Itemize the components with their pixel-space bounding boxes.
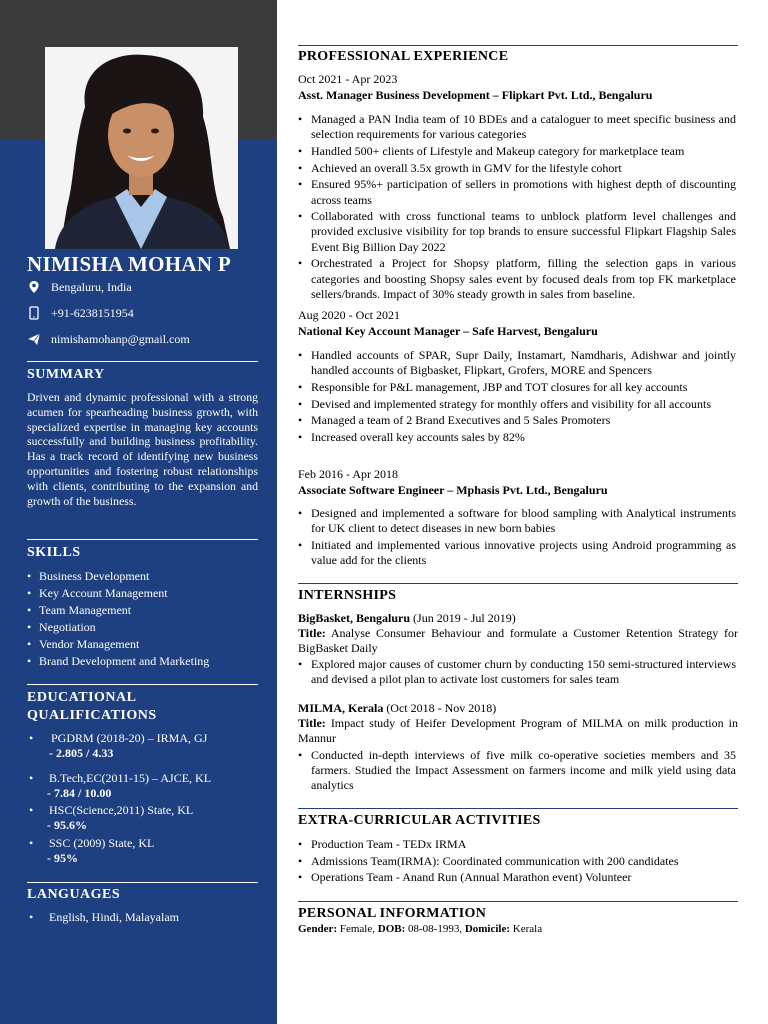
divider bbox=[298, 808, 738, 809]
extracurricular-list bbox=[298, 837, 736, 887]
location-pin-icon bbox=[27, 280, 41, 294]
experience-heading: PROFESSIONAL EXPERIENCE bbox=[298, 49, 509, 64]
skill-item: • Team Management bbox=[27, 602, 258, 619]
email-text[interactable]: nimishamohanp@gmail.com bbox=[51, 332, 190, 346]
internship-bullet: • Explored major causes of customer churn by conducting 150 semi-structured interviews and devised a pilot plan to activate lost customers for sales team bbox=[298, 657, 736, 687]
job-date: Aug 2020 - Oct 2021 bbox=[298, 308, 400, 322]
personal-info-line: Gender: Female, DOB: 08-08-1993, Domicile: Kerala bbox=[298, 923, 543, 935]
internship-title bbox=[298, 716, 738, 746]
sidebar: NIMISHA MOHAN P Bengaluru, India +91-6238151954 nimishamohanp@gmail.com SUMMARY Driven and dynamic professional with a strong acumen for spearheading business growth, with specialized expertise in managing key accounts successfully and building business profitability. Has a track record of identifying new business opportunities and fostering robust relationships with clients, contributing to the expansion and growth of the business. SKILLS • Business Development • Key Account Management • Team Management • Negotiation • Vendor Management • Brand Development and Marketing EDUCATIONAL QUALIFICATIONS • PGDRM (2018-20) – IRMA, GJ - 2.805 / 4.33 • B.Tech,EC(2011-15) – AJCE, KL - 7.84 / 10.00 • HSC(Science,2011) State, KL - 95.6% • SSC (2009) State, KL - 95% LANGUAGES • English, Hindi, Malayalam bbox=[0, 0, 277, 1024]
education-score: - 2.805 / 4.33 bbox=[49, 746, 114, 760]
dob-value: 08-08-1993 bbox=[408, 923, 460, 935]
extracurricular-heading: EXTRA-CURRICULAR ACTIVITIES bbox=[298, 813, 541, 828]
gender-value: Female bbox=[339, 923, 373, 935]
education-degree: B.Tech,EC(2011-15) – AJCE, KL bbox=[49, 771, 212, 785]
internship-title-text: Analyse Consumer Behaviour and formulate a Customer Retention Strategy for BigBasket Daily bbox=[298, 626, 738, 656]
location-row bbox=[27, 280, 132, 294]
internship-company-line bbox=[298, 611, 516, 625]
job-bullet: • Responsible for P&L management, JBP and TOT closures for all key accounts bbox=[298, 380, 736, 395]
internship-company-line bbox=[298, 701, 496, 715]
send-paper-plane-icon bbox=[27, 332, 41, 346]
job-bullets bbox=[298, 348, 736, 447]
candidate-name: NIMISHA MOHAN P bbox=[27, 252, 231, 276]
internship-bullets bbox=[298, 657, 736, 689]
internship-title-text: Impact study of Heifer Development Program of MILMA on milk production in Mannur bbox=[298, 716, 738, 746]
internship-company: MILMA, Kerala bbox=[298, 701, 384, 715]
divider bbox=[27, 882, 258, 883]
job-role: Associate Software Engineer – Mphasis Pvt. Ltd., Bengaluru bbox=[298, 483, 608, 497]
skills-heading: SKILLS bbox=[27, 545, 81, 560]
education-score: - 7.84 / 10.00 bbox=[47, 786, 112, 800]
skill-item: • Brand Development and Marketing bbox=[27, 653, 258, 670]
education-score: - 95.6% bbox=[47, 818, 87, 832]
email-row bbox=[27, 332, 190, 346]
internship-period: (Jun 2019 - Jul 2019) bbox=[413, 611, 516, 625]
divider bbox=[27, 684, 258, 685]
profile-photo bbox=[45, 47, 238, 249]
skill-item: • Negotiation bbox=[27, 619, 258, 636]
education-degree: SSC (2009) State, KL bbox=[49, 836, 155, 850]
skill-item: • Business Development bbox=[27, 568, 258, 585]
skill-item: • Key Account Management bbox=[27, 585, 258, 602]
dob-label: DOB: bbox=[377, 923, 406, 935]
profile-photo-illustration bbox=[45, 47, 238, 249]
job-bullet: • Designed and implemented a software for blood sampling with Analytical instruments for UK client to detect diseases in new born babies bbox=[298, 506, 736, 536]
job-date: Feb 2016 - Apr 2018 bbox=[298, 467, 398, 481]
divider bbox=[27, 361, 258, 362]
education-heading-line2: QUALIFICATIONS bbox=[27, 708, 157, 723]
job-bullet: • Orchestrated a Project for Shopsy platform, filling the selection gaps in various categories and boosting Shopsy sales event by focused deals from top FK marketplace sellers/brands. Impact of 30% steady growth in sales from baseline. bbox=[298, 256, 736, 302]
domicile-label: Domicile: bbox=[464, 923, 511, 935]
phone-text: +91-6238151954 bbox=[51, 306, 134, 320]
job-date: Oct 2021 - Apr 2023 bbox=[298, 72, 398, 86]
title-label: Title: bbox=[298, 626, 326, 640]
location-text: Bengaluru, India bbox=[51, 280, 132, 294]
job-bullet: • Managed a PAN India team of 10 BDEs and a cataloguer to meet specific business and selection requirements for various categories bbox=[298, 112, 736, 142]
personal-heading: PERSONAL INFORMATION bbox=[298, 906, 487, 921]
job-bullet: • Handled 500+ clients of Lifestyle and Makeup category for marketplace team bbox=[298, 144, 736, 159]
divider bbox=[27, 539, 258, 540]
job-bullet: • Ensured 95%+ participation of sellers in promotions with highest depth of discounting across teams bbox=[298, 177, 736, 207]
internship-bullet: • Conducted in-depth interviews of five milk co-operative societies members and 35 farmers. Studied the Impact Assessment on farmers income and milk yield using data analytics bbox=[298, 748, 736, 794]
job-bullet: • Achieved an overall 3.5x growth in GMV for the lifestyle cohort bbox=[298, 161, 736, 176]
job-bullet: • Managed a team of 2 Brand Executives and 5 Sales Promoters bbox=[298, 413, 736, 428]
job-bullets bbox=[298, 112, 736, 303]
extracurricular-item: • Operations Team - Anand Run (Annual Marathon event) Volunteer bbox=[298, 870, 736, 885]
title-label: Title: bbox=[298, 716, 326, 730]
job-role: Asst. Manager Business Development – Flipkart Pvt. Ltd., Bengaluru bbox=[298, 88, 653, 102]
internship-company: BigBasket, Bengaluru bbox=[298, 611, 411, 625]
skills-list bbox=[27, 568, 258, 669]
job-bullet: • Collaborated with cross functional teams to unblock platform level challenges and provided exclusive visibility for top brands to ensure successful Flipkart Flagship Sales Event Big Billion Day 2022 bbox=[298, 209, 736, 255]
extracurricular-item: • Production Team - TEDx IRMA bbox=[298, 837, 736, 852]
phone-row bbox=[27, 306, 134, 320]
domicile-value: Kerala bbox=[512, 923, 543, 935]
languages-heading: LANGUAGES bbox=[27, 887, 121, 902]
divider bbox=[298, 901, 738, 902]
job-role: National Key Account Manager – Safe Harvest, Bengaluru bbox=[298, 324, 598, 338]
gender-label: Gender: bbox=[298, 923, 338, 935]
summary-text: Driven and dynamic professional with a strong acumen for spearheading business growth, with specialized expertise in managing key accounts successfully and building business profitability. Has a track record of identifying new business opportunities and fostering robust relationships with clients, contributing to the expansion and growth of the business. bbox=[27, 390, 258, 508]
job-bullet: • Devised and implemented strategy for monthly offers and visibility for all accounts bbox=[298, 397, 736, 412]
internships-heading: INTERNSHIPS bbox=[298, 588, 397, 603]
languages-text: English, Hindi, Malayalam bbox=[49, 910, 179, 924]
internship-period: (Oct 2018 - Nov 2018) bbox=[386, 701, 497, 715]
internship-title bbox=[298, 626, 738, 656]
education-score: - 95% bbox=[47, 851, 78, 865]
extracurricular-item: • Admissions Team(IRMA): Coordinated communication with 200 candidates bbox=[298, 854, 736, 869]
job-bullet: • Initiated and implemented various innovative projects using Android programming as value add for the clients bbox=[298, 538, 736, 568]
job-bullet: • Handled accounts of SPAR, Supr Daily, Instamart, Namdharis, Adishwar and jointly handled accounts of Bigbasket, Flipkart, Grofers, MORE and Spencers bbox=[298, 348, 736, 378]
divider bbox=[298, 45, 738, 46]
education-heading-line1: EDUCATIONAL bbox=[27, 690, 137, 705]
job-bullets bbox=[298, 506, 736, 570]
job-bullet: • Increased overall key accounts sales by 82% bbox=[298, 430, 736, 445]
education-degree: HSC(Science,2011) State, KL bbox=[49, 803, 194, 817]
divider bbox=[298, 583, 738, 584]
skill-item: • Vendor Management bbox=[27, 636, 258, 653]
internship-bullets bbox=[298, 748, 736, 795]
summary-heading: SUMMARY bbox=[27, 367, 105, 382]
education-degree: PGDRM (2018-20) – IRMA, GJ bbox=[51, 731, 208, 745]
mobile-phone-icon bbox=[27, 306, 41, 320]
